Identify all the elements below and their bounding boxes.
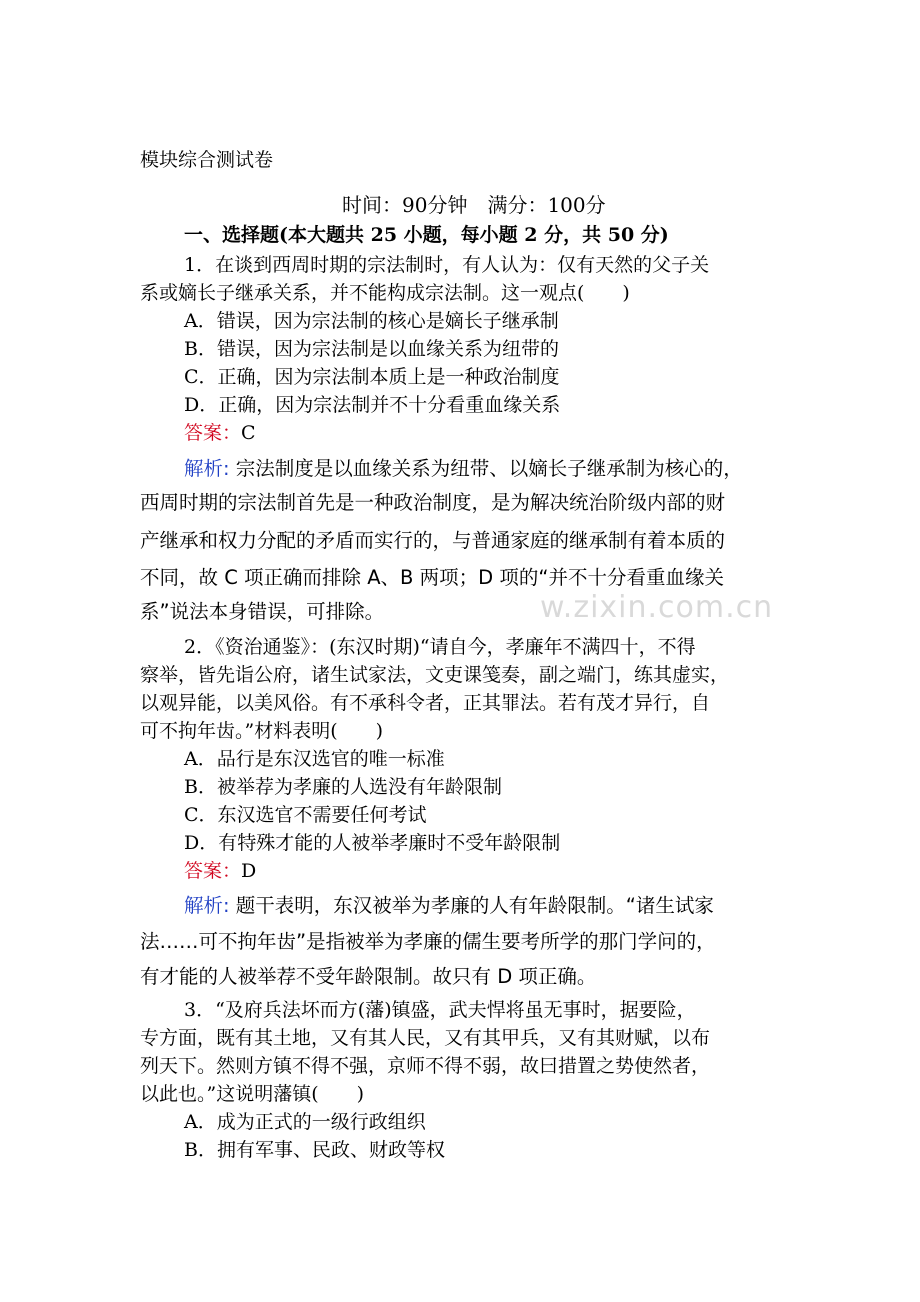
q3-line-2: 专方面，既有其土地，又有其人民，又有其甲兵，又有其财赋，以布 <box>140 1027 711 1049</box>
q2-line-2: 察举，皆先诣公府，诸生试家法，文吏课笺奏，副之端门，练其虚实， <box>140 664 730 686</box>
q1-line-2: 系或嫡长子继承关系，并不能构成宗法制。这一观点( ) <box>140 282 630 304</box>
q1-analysis-line-1: 解析: 宗法制度是以血缘关系为纽带、以嫡长子继承制为核心的， <box>184 457 743 480</box>
q2-option-b: B．被举荐为孝廉的人选没有年龄限制 <box>184 776 502 798</box>
q1-option-a: A．错误，因为宗法制的核心是嫡长子继承制 <box>184 310 559 332</box>
q1-analysis-line-5: 系”说法本身错误，可排除。 <box>140 600 385 623</box>
q2-option-d: D．有特殊才能的人被举孝廉时不受年龄限制 <box>184 832 561 854</box>
answer-value: C <box>241 422 256 444</box>
doc-title: 模块综合测试卷 <box>140 149 274 171</box>
analysis-label: 解析: <box>184 894 230 917</box>
q1-answer <box>184 420 256 446</box>
exam-meta: 时间：90分钟 满分：100分 <box>342 193 606 217</box>
q1-line-1: 1．在谈到西周时期的宗法制时，有人认为：仅有天然的父子关 <box>184 254 710 276</box>
answer-label: 答案： <box>184 860 242 882</box>
q3-option-b: B．拥有军事、民政、财政等权 <box>184 1139 445 1161</box>
q2-analysis-line-2: 法……可不拘年齿”是指被举为孝廉的儒生要考所学的那门学问的， <box>140 930 716 953</box>
q3-option-a: A．成为正式的一级行政组织 <box>184 1111 426 1133</box>
watermark: w.zixin.com.cn <box>540 590 774 625</box>
q1-analysis-line-3: 产继承和权力分配的矛盾而实行的，与普通家庭的继承制有着本质的 <box>140 529 726 552</box>
q1-analysis-line-4: 不同，故 C 项正确而排除 A、B 两项；D 项的“并不十分看重血缘关 <box>140 566 724 589</box>
q3-line-3: 列天下。然则方镇不得不强，京师不得不弱，故曰措置之势使然者， <box>140 1055 711 1077</box>
answer-label: 答案： <box>184 422 242 444</box>
q2-analysis-line-1: 解析: 题干表明，东汉被举为孝廉的人有年龄限制。“诸生试家 <box>184 894 714 917</box>
q2-option-c: C．东汉选官不需要任何考试 <box>184 804 427 826</box>
q1-option-b: B．错误，因为宗法制是以血缘关系为纽带的 <box>184 338 559 360</box>
q2-option-a: A．品行是东汉选官的唯一标准 <box>184 748 445 770</box>
q2-analysis-line-3: 有才能的人被举荐不受年龄限制。故只有 D 项正确。 <box>140 965 597 988</box>
q3-line-1: 3．“及府兵法坏而方(藩)镇盛，武夫悍将虽无事时，据要险， <box>184 999 696 1021</box>
q2-line-4: 可不拘年齿。”材料表明( ) <box>140 720 384 742</box>
q1-option-d: D．正确，因为宗法制并不十分看重血缘关系 <box>184 394 561 416</box>
q2-line-3: 以观异能，以美风俗。有不承科令者，正其罪法。若有茂才异行，自 <box>140 692 711 714</box>
q2-answer <box>184 858 256 884</box>
answer-value: D <box>241 860 257 882</box>
q1-option-c: C．正确，因为宗法制本质上是一种政治制度 <box>184 366 560 388</box>
q2-line-1: 2．《资治通鉴》：(东汉时期)“请自今，孝廉年不满四十，不得 <box>184 636 696 658</box>
q3-line-4: 以此也。”这说明藩镇( ) <box>140 1083 365 1105</box>
section-heading: 一、选择题(本大题共 25 小题，每小题 2 分，共 50 分) <box>184 224 669 246</box>
analysis-label: 解析: <box>184 457 230 480</box>
q1-analysis-line-2: 西周时期的宗法制首先是一种政治制度，是为解决统治阶级内部的财 <box>140 491 726 514</box>
